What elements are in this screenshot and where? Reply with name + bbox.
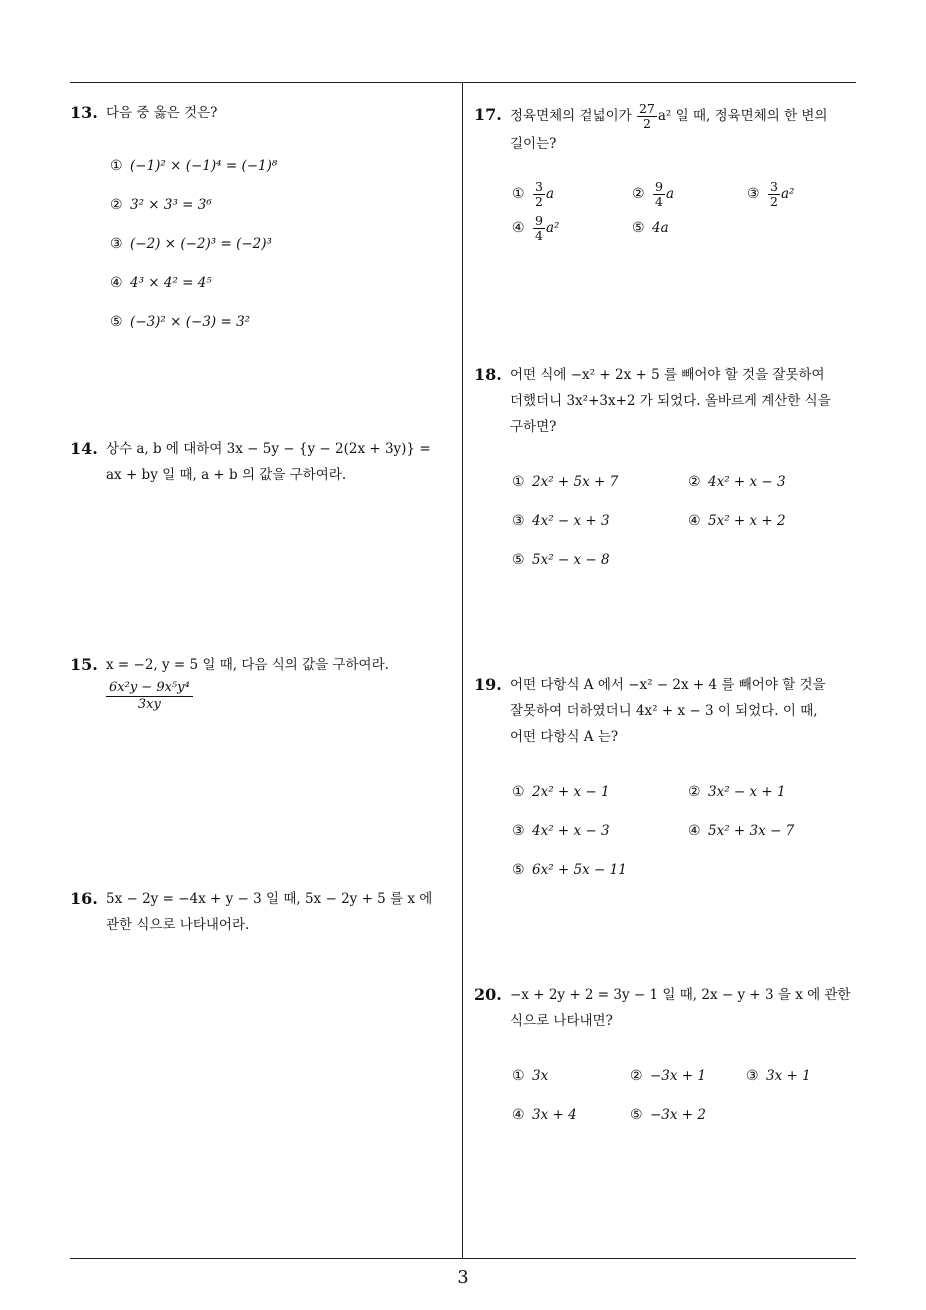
option-4[interactable] bbox=[688, 508, 786, 534]
option-fraction bbox=[533, 180, 545, 209]
top-rule bbox=[70, 82, 856, 83]
question-number: 19. bbox=[474, 675, 502, 694]
option-5[interactable] bbox=[632, 215, 669, 241]
option-text: 5x² + 3x − 7 bbox=[708, 822, 795, 839]
option-mark: ② bbox=[630, 1067, 643, 1084]
option-3[interactable] bbox=[746, 1063, 811, 1089]
option-2[interactable] bbox=[630, 1063, 746, 1089]
option-mark: ① bbox=[512, 783, 525, 800]
option-3[interactable] bbox=[512, 508, 688, 534]
option-mark: ③ bbox=[746, 1067, 759, 1084]
option-text: −3x + 2 bbox=[650, 1106, 706, 1123]
question-16 bbox=[70, 886, 455, 938]
option-mark: ⑤ bbox=[512, 551, 525, 568]
question-text-line-1: 어떤 식에 −x² + 2x + 5 를 빼어야 할 것을 잘못하여 bbox=[510, 367, 825, 383]
page-number: 3 bbox=[457, 1267, 469, 1288]
expression-fraction bbox=[106, 680, 193, 713]
question-text-line-1: 5x − 2y = −4x + y − 3 일 때, 5x − 2y + 5 를 x 에 bbox=[106, 891, 433, 907]
option-5[interactable] bbox=[512, 547, 610, 573]
question-text-line-2: 식으로 나타내면? bbox=[510, 1013, 613, 1029]
question-17 bbox=[474, 102, 858, 245]
option-mark: ② bbox=[688, 783, 701, 800]
option-mark: ① bbox=[512, 186, 525, 202]
option-1[interactable] bbox=[512, 779, 688, 805]
option-1[interactable] bbox=[110, 146, 455, 185]
fraction-numerator: 3 bbox=[770, 178, 778, 194]
option-4[interactable] bbox=[688, 818, 794, 844]
question-text-line-1: −x + 2y + 2 = 3y − 1 일 때, 2x − y + 3 을 x 에 관한 bbox=[510, 987, 851, 1003]
option-text: 3² × 3³ = 3⁶ bbox=[130, 196, 212, 213]
question-19 bbox=[474, 672, 858, 889]
option-mark: ② bbox=[632, 186, 645, 202]
option-mark: ① bbox=[110, 157, 123, 174]
option-mark: ③ bbox=[110, 235, 123, 252]
question-number: 14. bbox=[70, 439, 98, 458]
question-text-line-2: 더했더니 3x²+3x+2 가 되었다. 올바르게 계산한 식을 bbox=[510, 393, 831, 409]
option-text: (−3)² × (−3) = 3² bbox=[130, 313, 251, 330]
question-text-line-1: 상수 a, b 에 대하여 3x − 5y − {y − 2(2x + 3y)} = bbox=[106, 441, 431, 457]
column-divider bbox=[462, 83, 463, 1258]
option-mark: ⑤ bbox=[512, 861, 525, 878]
fraction-numerator: 6x²y − 9x⁵y⁴ bbox=[106, 680, 193, 697]
question-text-line-1 bbox=[510, 102, 858, 131]
option-text: 3x + 4 bbox=[532, 1106, 577, 1123]
question-18 bbox=[474, 362, 858, 579]
fraction-denominator: 2 bbox=[642, 116, 651, 131]
option-text: 5x² − x − 8 bbox=[532, 551, 610, 568]
option-tail: a² bbox=[545, 220, 560, 236]
option-mark: ④ bbox=[110, 274, 123, 291]
option-4[interactable] bbox=[512, 214, 632, 243]
option-mark: ① bbox=[512, 1067, 525, 1084]
option-fraction bbox=[653, 180, 665, 209]
question-text-line-3: 구하면? bbox=[510, 419, 557, 435]
option-mark: ② bbox=[688, 473, 701, 490]
option-text: 4x² − x + 3 bbox=[532, 512, 610, 529]
option-mark: ④ bbox=[512, 1106, 525, 1123]
option-tail: a² bbox=[780, 186, 795, 202]
option-5[interactable] bbox=[630, 1102, 706, 1128]
option-mark: ③ bbox=[512, 822, 525, 839]
option-text: 4x² + x − 3 bbox=[708, 473, 786, 490]
option-fraction bbox=[533, 214, 545, 243]
option-3[interactable] bbox=[747, 180, 794, 209]
option-tail: a bbox=[665, 186, 675, 202]
question-number: 20. bbox=[474, 985, 502, 1004]
option-2[interactable] bbox=[110, 185, 455, 224]
question-number: 15. bbox=[70, 655, 98, 674]
option-2[interactable] bbox=[688, 779, 786, 805]
area-fraction bbox=[637, 102, 657, 131]
bottom-rule bbox=[70, 1258, 856, 1259]
question-20 bbox=[474, 982, 858, 1134]
option-5[interactable] bbox=[512, 857, 627, 883]
option-1[interactable] bbox=[512, 180, 632, 209]
text-before-fraction: 정육면체의 겉넓이가 bbox=[510, 108, 632, 124]
question-text: x = −2, y = 5 일 때, 다음 식의 값을 구하여라. bbox=[106, 657, 389, 673]
fraction-denominator: 4 bbox=[535, 227, 543, 243]
option-text: 5x² + x + 2 bbox=[708, 512, 786, 529]
option-text: 4x² + x − 3 bbox=[532, 822, 610, 839]
option-4[interactable] bbox=[512, 1102, 630, 1128]
question-text-line-2: 잘못하여 더하였더니 4x² + x − 3 이 되었다. 이 때, bbox=[510, 703, 818, 719]
question-number: 18. bbox=[474, 365, 502, 384]
question-text-line-2: ax + by 일 때, a + b 의 값을 구하여라. bbox=[106, 467, 347, 483]
option-3[interactable] bbox=[512, 818, 688, 844]
option-3[interactable] bbox=[110, 224, 455, 263]
option-tail: a bbox=[545, 186, 555, 202]
question-15 bbox=[70, 652, 455, 717]
option-mark: ④ bbox=[512, 220, 525, 236]
option-text: 6x² + 5x − 11 bbox=[532, 861, 627, 878]
question-text-line-2: 길이는? bbox=[510, 136, 557, 152]
option-mark: ⑤ bbox=[110, 313, 123, 330]
question-text-line-3: 어떤 다항식 A 는? bbox=[510, 729, 619, 745]
option-text: 3x + 1 bbox=[766, 1067, 811, 1084]
option-mark: ④ bbox=[688, 512, 701, 529]
option-tail: 4a bbox=[652, 220, 669, 236]
question-text: 다음 중 옳은 것은? bbox=[106, 105, 218, 121]
question-number: 13. bbox=[70, 103, 98, 122]
option-text: (−2) × (−2)³ = (−2)³ bbox=[130, 235, 272, 252]
option-4[interactable] bbox=[110, 263, 455, 302]
option-mark: ⑤ bbox=[632, 220, 645, 236]
fraction-denominator: 3xy bbox=[137, 697, 161, 712]
question-13 bbox=[70, 100, 455, 341]
option-mark: ③ bbox=[512, 512, 525, 529]
option-1[interactable] bbox=[512, 469, 688, 495]
option-mark: ④ bbox=[688, 822, 701, 839]
text-after-fraction: a² 일 때, 정육면체의 한 변의 bbox=[657, 108, 828, 124]
question-text-line-1: 어떤 다항식 A 에서 −x² − 2x + 4 를 빼어야 할 것을 bbox=[510, 677, 826, 693]
fraction-denominator: 4 bbox=[655, 193, 663, 209]
fraction-numerator: 27 bbox=[638, 101, 655, 116]
option-mark: ③ bbox=[747, 186, 760, 202]
option-fraction bbox=[768, 180, 780, 209]
option-mark: ① bbox=[512, 473, 525, 490]
option-mark: ⑤ bbox=[630, 1106, 643, 1123]
option-5[interactable] bbox=[110, 302, 455, 341]
option-text: 3x² − x + 1 bbox=[708, 783, 786, 800]
fraction-numerator: 9 bbox=[535, 212, 543, 228]
fraction-denominator: 2 bbox=[535, 193, 543, 209]
option-text: 2x² + 5x + 7 bbox=[532, 473, 619, 490]
option-mark: ② bbox=[110, 196, 123, 213]
question-number: 16. bbox=[70, 889, 98, 908]
option-text: −3x + 1 bbox=[650, 1067, 706, 1084]
question-number: 17. bbox=[474, 105, 502, 124]
option-text: 4³ × 4² = 4⁵ bbox=[130, 274, 212, 291]
fraction-denominator: 2 bbox=[770, 193, 778, 209]
option-text: 2x² + x − 1 bbox=[532, 783, 610, 800]
question-14 bbox=[70, 436, 455, 488]
option-2[interactable] bbox=[688, 469, 786, 495]
option-1[interactable] bbox=[512, 1063, 630, 1089]
option-2[interactable] bbox=[632, 180, 747, 209]
option-text: (−1)² × (−1)⁴ = (−1)⁸ bbox=[130, 157, 278, 174]
question-text-line-2: 관한 식으로 나타내어라. bbox=[106, 917, 250, 933]
fraction-numerator: 9 bbox=[655, 178, 663, 194]
fraction-numerator: 3 bbox=[535, 178, 543, 194]
option-text: 3x bbox=[532, 1067, 549, 1084]
